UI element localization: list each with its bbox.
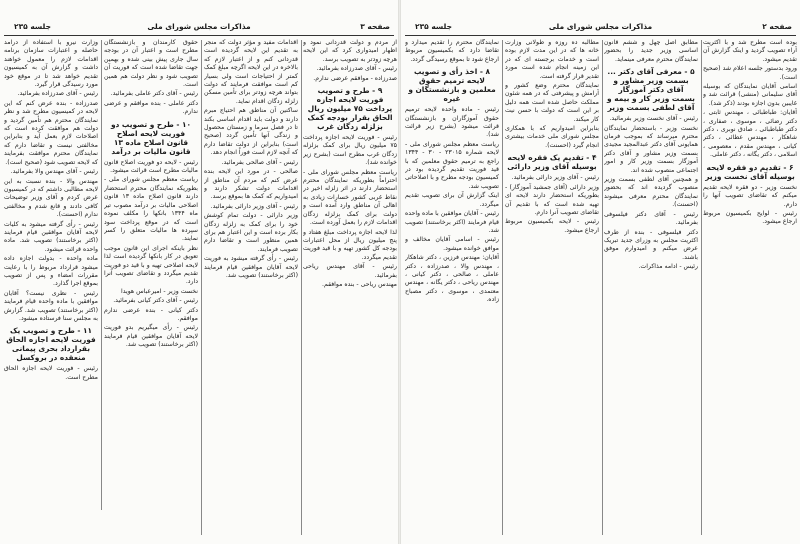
paragraph: نخست وزیر - امیرعباس هویدا <box>121 287 198 295</box>
section-heading: ۶ - تقدیم دو فقره لایحه بوسیله آقای نخست وزیر <box>705 162 795 181</box>
text-column <box>505 39 599 539</box>
paragraph: صدرزاده - موافقم عرضی ندارم. <box>313 74 397 82</box>
paragraph: وزیر دارائی (آقای جمشید آموزگار) - بطوریکه استحضار دارند لایحه ای تهیه شده است که با تقدیم آن تقاضای تصویب آنرا دارم. <box>505 183 599 216</box>
paragraph: رئیس - آقای وزیر دارائی بفرمائید. <box>210 202 298 210</box>
paragraph: مهندس والا - بنده نسبت به این لایحه مطالبی داشتم که در کمیسیون عرض کردم و آقای وزیر توضیحات کافی دادند و قانع شدم و مخالفتی ندارم (احسنت). <box>4 177 98 219</box>
right-page <box>401 0 800 544</box>
paragraph: نمایندگان محترم را تقدیم میدارد و تقاضا دارد که بکمیسیون مربوط ارجاع شود تا بموقع رسیدگی گردد. <box>405 39 499 63</box>
column-divider <box>701 40 702 535</box>
paragraph: رئیس - آقای مهندس والا بفرمائید. <box>10 168 98 176</box>
paragraph: رئیس - لایحه بکمیسیون مربوط ارجاع میشود. <box>505 218 599 234</box>
column-divider <box>301 40 302 535</box>
paragraph: رئیس - فوریت لایحه اجازه الحاق مطرح است. <box>4 365 98 381</box>
paragraph: رئیس - آقای وزیر دارائی بفرمائید. <box>511 174 599 182</box>
text-column <box>703 39 797 539</box>
paragraph: وزیر دارائی - دولت تمام کوشش خود را برای کمک به زلزله زدگان بکار برده است و این اعتبار هم برای همین منظور است و تقاضا دارم تصویب فرمایند. <box>204 212 298 253</box>
page-header <box>405 22 796 34</box>
paragraph: صدرزاده - بنده عرض کنم که این لایحه در کمیسیون مطرح شد و نظر نمایندگان محترم هم تأمین گردید و دولت هم موافقت کرده است که اصلاحات لازم بعمل آید و بنابراین مخالفتی نیست و تقاضا دارم که نمایندگان محترم موافقت بفرمایند که لایحه تصویب شود (صحیح است). <box>4 99 98 166</box>
paragraph: نمایندگان محترم وضع کشور و آرامش و پیشرفتی که در همه شئون مملکت حاصل شده است همه دلیل بر این است که دولت با حسن نیت کار میکند. <box>505 82 599 123</box>
paragraph: ریاست معظم مجلس شورای ملی - بطوریکه نمایندگان محترم استحضار دارند قانون اصلاح ماده ۱۳ قانون اصلاحی مالیات بر درآمد مصوب تیر ماه ۱۳۴۴ بانکها را مکلف نموده است که در موقع پرداخت سود سپرده ها مالیات متعلق را کسر نمایند. <box>104 176 198 243</box>
paragraph: صالحی - در مورد این لایحه بنده عرض کنم که مردم آن مناطق از اقدامات دولت تشکر دارند و امیدواریم که کمک ها بموقع برسد. <box>204 168 298 201</box>
paragraph: و همچنین آقای لطفی بسمت وزیر منصوب گردیده اند که بحضور نمایندگان محترم معرفی میشوند (احسنت). <box>604 176 698 209</box>
paragraph: حقوق کارمندان و بازنشستگان مطرح است و اعتبار آن در بودجه سال جاری پیش بینی شده و بهمین جهت تقاضا شده است که فوریت آن تصویب شود و نظر دولت هم همین است. <box>104 39 198 89</box>
section-heading: ۱۱ - طرح و تصویب یک فوریت لایحه اجازه الحاق بقرارداد بحری پیمانی منعقده در بروکسل <box>6 326 96 363</box>
page-header <box>4 22 394 34</box>
paragraph: رئیس - ادامه مذاکرات. <box>638 263 698 271</box>
paragraph: رئیس - ماده واحده لایحه ترمیم حقوق آموزگاران و بازنشستگان قرائت میشود (بشرح زیر قرائت شد). <box>405 106 499 139</box>
paragraph: رئیس - آقای مهندس ریاحی بفرمائید. <box>303 263 397 279</box>
paragraph: لذا لایحه اجازه پرداخت مبلغ هفتاد و پنج میلیون ریال از محل اعتبارات بودجه کل کشور تهیه و با قید فوریت تقدیم میگردد. <box>303 228 397 261</box>
page-number: صفحه ۲ <box>762 22 792 31</box>
paragraph: رئیس - لایحه دو فوریت اصلاح قانون مالیات مطرح است قرائت میشود. <box>104 158 198 175</box>
paragraph: اسامی آقایان نمایندگان که بوسیله آقای سلیمانی (منشی) قرائت شد و غایبین بدون اجازه بودند (ذکر شد). <box>703 83 797 107</box>
paragraph: رئیس - اسامی آقایان مخالف و موافق خوانده میشود. <box>405 236 499 252</box>
paragraph: نخست وزیر - دو فقره لایحه تقدیم میکنم که تقاضای تصویب آنها را دارم. <box>703 183 797 208</box>
paragraph: رئیس - فوریت لایحه اجازه پرداخت ۷۵ میلیون ریال برای کمک بزلزله زدگان غرب مطرح است (بشرح زیر خوانده شد). <box>303 134 397 167</box>
paragraph: رئیس - آقای دکتر فیلسوفی بفرمائید. <box>604 210 698 227</box>
paragraph: دکتر کیانی - بنده عرضی ندارم موافقم. <box>104 306 198 322</box>
text-column <box>204 39 298 539</box>
paragraph: رئیس - رأی گرفته میشود به کلیات لایحه آقایان موافقین قیام فرمایند (اکثر برخاستند) تصویب شد. ماده واحده قرائت میشود. <box>4 220 98 253</box>
header-rule <box>4 35 394 36</box>
paragraph: رئیس - آقای دکتر کیانی بفرمائید. <box>113 297 198 305</box>
session-number: جلسه ۲۳۵ <box>14 22 51 31</box>
paragraph: رئیس - آقای صدرزاده بفرمائید. <box>316 65 397 73</box>
paragraph: اینک گزارش آن برای تصویب تقدیم میگردد. <box>405 192 499 208</box>
section-heading: ۸ - اخذ رأی و تصویب لایحه ترمیم حقوق معلمین و بازنشستگان و غیره <box>408 67 496 104</box>
text-column <box>604 39 698 539</box>
column-divider <box>502 40 503 535</box>
paragraph: رئیس - آقای صدرزاده بفرمائید. <box>17 90 98 98</box>
paragraph: دکتر فیلسوفی - بنده از طرف اکثریت مجلس به وزرای جدید تبریک عرض میکنم و امیدوارم موفق باشند. <box>604 228 698 261</box>
column-divider <box>201 40 202 535</box>
paragraph: ریاست معظم مجلس شورای ملی - احتراماً بطوریکه نمایندگان محترم استحضار دارند در اثر زلزله اخیر در نقاط غربی کشور خسارات زیادی به اهالی آن مناطق وارد آمده است و دولت برای کمک بزلزله زدگان اقدامات لازم را بعمل آورده است. <box>303 168 397 227</box>
paragraph: مهندس ریاحی - بنده موافقم. <box>322 280 397 288</box>
paragraph: رئیس - آقای دکتر عاملی بفرمائید. <box>110 90 198 98</box>
page-number: صفحه ۳ <box>360 22 390 31</box>
running-title: مذاکرات مجلس شورای ملی <box>548 22 653 31</box>
paragraph: رئیس - آقایان موافقین با ماده واحده قیام فرمایند (اکثر برخاستند) تصویب شد. <box>405 210 499 234</box>
paragraph: دکتر عاملی - بنده موافقم و عرضی ندارم. <box>104 99 198 116</box>
text-column <box>104 39 198 539</box>
running-title: مذاکرات مجلس شورای ملی <box>147 22 251 31</box>
paragraph: ریاست معظم مجلس شورای ملی - لایحه شماره ۲۳۰۱۵ - ۳۰ - ۱۳۴۴ راجع به ترمیم حقوق معلمین که با قید فوریت تقدیم گردیده بود در کمیسیون بودجه مطرح و با اصلاحاتی تصویب شد. <box>405 140 499 190</box>
text-column <box>303 39 397 539</box>
paragraph: نظر باینکه اجرای این قانون موجب تعویق در کار بانکها گردیده است لذا لایحه اصلاحی تهیه و با قید دو فوریت تقدیم میگردد و تقاضای تصویب آنرا دارد. <box>104 244 198 286</box>
paragraph: رئیس - رأی گرفته میشود به فوریت لایحه آقایان موافقین قیام فرمایند (اکثر برخاستند) تصویب شد. <box>204 255 298 279</box>
paragraph: بنابراین امیدواریم که با همکاری مجلس شورای ملی خدمات بیشتری انجام گیرد (احسنت). <box>505 125 599 149</box>
paragraph: ساکنین آن مناطق هم احتیاج مبرم دارند و دولت باید اقدام اساسی بکند تا در فصل سرما و زمستان محصول و زندگی آنها تأمین گردد (صحیح است) بنابراین از دولت تقاضا دارم که آنچه لازم است فوراً انجام دهد. <box>204 107 298 157</box>
paragraph: آقایان: طباطبائی ، مهندس ثابتی ، دکتر رضائی ، موسوی ، صفاری ، دکتر طباطبائی ، صادق نوبری ، دکتر شاهکار ، مهندس عطائی ، دکتر کیانی ، مهندس مقدم ، معصومی ، اسلامی ، دکتر یگانه ، دکتر عاملی. <box>703 109 797 159</box>
text-column <box>4 39 98 519</box>
section-heading: ۵ - معرفی آقای دکتر ... بسمت وزیر مشاور و آقای دکتر آموزگار بسمت وزیر کار و بیمه و آقای لطفی بسمت وزیر <box>607 67 695 113</box>
paragraph: بوده است مطرح شد و با اکثریت آراء تصویب گردید و اینک گزارش آن تقدیم میشود. <box>703 39 797 63</box>
column-divider <box>602 40 603 535</box>
paragraph: نخست وزیر - باستحضار نمایندگان محترم میرساند که بموجب فرمان همایونی آقای دکتر عبدالمجید مجیدی بسمت وزیر مشاور و آقای دکتر آموزگار بسمت وزیر کار و امور اجتماعی منصوب شده اند. <box>604 124 698 174</box>
column-divider <box>101 40 102 510</box>
paragraph: رئیس - رأی میگیریم بدو فوریت لایحه آقایان موافقین قیام فرمایند (اکثر برخاستند) تصویب شد. <box>104 324 198 349</box>
paragraph: از مردم و دولت قدردانی نمود و اظهار امیدواری کرد که این لایحه هرچه زودتر به تصویب برسد. <box>303 39 397 63</box>
paragraph: رئیس - آقای صالحی بفرمائید. <box>221 158 298 166</box>
paragraph: رئیس - نظری نیست؟ آقایان موافقین با ماده واحده قیام فرمایند (اکثر برخاستند) تصویب شد. گزارش به مجلس سنا فرستاده میشود. <box>4 289 98 322</box>
left-page <box>0 0 398 544</box>
section-heading: ۱۰ - طرح و تصویب دو فوریت لایحه اصلاح قانون اصلاح ماده ۱۳ قانون مالیات بر درآمد <box>110 119 192 156</box>
paragraph: ماده واحده - بدولت اجازه داده میشود قرارداد مربوط را با رعایت مقررات امضاء و پس از تصویب بموقع اجرا گذارد. <box>4 255 98 288</box>
header-rule <box>405 35 796 36</box>
text-column <box>405 39 499 539</box>
section-heading: ۴ - تقدیم یک فقره لایحه بوسیله آقای وزیر دارائی <box>507 153 597 172</box>
section-heading: ۹ - طرح و تصویب فوریت لایحه اجازه پرداخت ۷۵ میلیون ریال الحاق بقرار بودجه کمک بزلزله زدگان غرب <box>307 86 393 132</box>
session-number: جلسه ۲۳۵ <box>415 22 452 31</box>
paragraph: اقدامات مفید و مؤثر دولت که منجر به تقدیم این لایحه گردیده است قدردانی کنم و از اعتبار لازم که بالاخره در این لایحه اگرچه مبلغ کمک کمتر از احتیاجات است ولی بسیار کم است موافقت فرمایند که دولت بتواند هرچه زودتر برای تأمین مسکن زلزله زدگان اقدام نماید. <box>204 39 298 105</box>
paragraph: رئیس - آقای نخست وزیر بفرمائید. <box>609 115 698 123</box>
paragraph: رئیس - لوایح بکمیسیون مربوط ارجاع میشود. <box>703 209 797 226</box>
paragraph: ورود بدستور جلسه اعلام شد (صحیح است). <box>703 65 797 81</box>
paragraph: مطابق اصل چهل و ششم قانون اساسی وزیر جدید را بحضور نمایندگان محترم معرفی مینماید. <box>604 39 698 63</box>
paragraph: آقایان: مهندس فرزین ، دکتر شاهکار ، مهندس والا ، صدرزاده ، دکتر عاملی ، صالحی ، دکتر کیانی ، مهندس ریاحی ، دکتر یگانه ، مهندس معتمدی ، موسوی ، دکتر مصباح زاده. <box>405 254 499 304</box>
paragraph: مطالبه ده روزه و طولانی وزارت خانه ها که در این مدت لازم بوده است و خدمات برجسته ای که در این زمینه انجام شده است مورد تقدیر قرار گرفته است. <box>505 39 599 80</box>
paragraph: وزارت نیرو با استفاده از درآمد حاصله و اعتبارات سازمان برنامه اقدامات لازم را معمول خواهند داشت و گزارش آن به کمیسیون تقدیم خواهد شد تا در موقع خود مورد رسیدگی قرار گیرد. <box>4 39 98 89</box>
